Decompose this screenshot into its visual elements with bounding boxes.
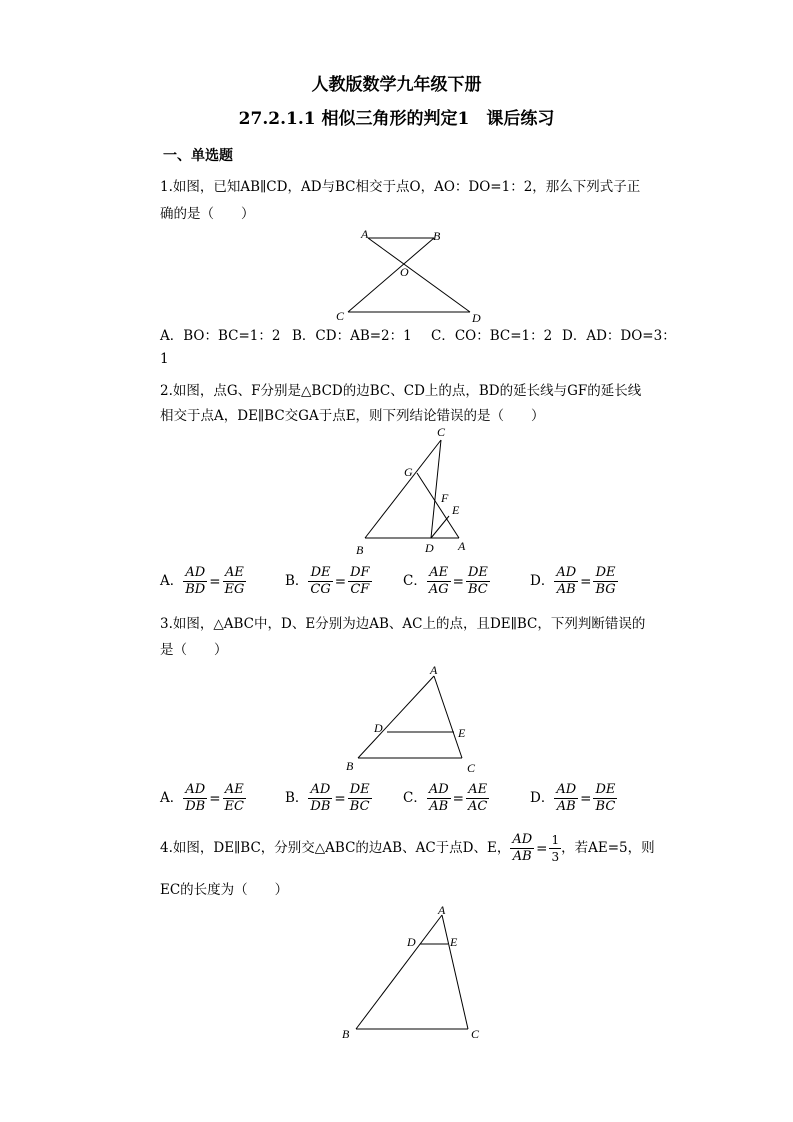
q2-label-e: E: [452, 503, 460, 517]
q1-option-d-wrap: 1: [160, 351, 169, 367]
q2-option-b: [285, 565, 372, 598]
fraction: $\frac{AE}{EC}$: [224, 782, 244, 814]
q4-label-b: B: [342, 1027, 350, 1041]
option-letter: B．: [285, 790, 309, 806]
section-heading: 一、单选题: [163, 148, 233, 164]
fraction: $\frac{AD}{DB}$: [310, 782, 331, 814]
q2-label-g: G: [404, 465, 413, 479]
q4-label-c: C: [471, 1027, 480, 1041]
equals-sign: =: [209, 573, 221, 590]
q3-segment-ab: [358, 676, 434, 758]
q2-label-f: F: [441, 491, 449, 505]
q3-option-c: [403, 782, 489, 815]
fraction: $\frac{AE}{AG}$: [428, 565, 449, 597]
page-subtitle: 27.2.1.1 相似三角形的判定1 课后练习: [238, 109, 555, 129]
option-letter: A．: [160, 573, 184, 589]
q4-text-line1: [160, 832, 655, 865]
q3-label-a: A: [430, 663, 438, 677]
q1-option-a: A．BO：BC=1：2: [160, 328, 281, 344]
q1-text-line2: 确的是（ ）: [160, 206, 255, 222]
equals-sign: =: [580, 573, 592, 590]
q2-label-c: C: [437, 425, 446, 439]
fraction: $\frac{DE}{BC}$: [349, 782, 370, 814]
q2-segment-cd: [431, 440, 441, 538]
q1-segment-bc: [348, 238, 434, 312]
q3-option-a: [160, 782, 246, 815]
q1-segment-ad: [368, 238, 470, 312]
q4-text-b: ，若AE=5，则: [561, 840, 655, 856]
q3-option-b: [285, 782, 372, 815]
fraction: $\frac{AD}{AB}$: [556, 565, 577, 597]
q1-label-b: B: [433, 229, 441, 243]
q3-label-c: C: [467, 761, 476, 775]
q1-label-c: C: [336, 309, 345, 323]
fraction: $\frac{DE}{BG}$: [595, 565, 616, 597]
q3-label-e: E: [458, 726, 466, 740]
option-letter: D．: [530, 573, 555, 589]
q2-segment-bc: [365, 440, 441, 538]
fraction: $\frac{DF}{CF}$: [350, 565, 370, 597]
q2-option-a: [160, 565, 246, 598]
fraction: $\frac{DE}{BC}$: [467, 565, 488, 597]
q1-text-line1: 1.如图，已知AB∥CD，AD与BC相交于点O，AO：DO=1：2，那么下列式子正: [160, 179, 641, 195]
fraction: $\frac{1}{3}$: [551, 833, 560, 864]
q2-label-d: D: [425, 541, 434, 555]
fraction: $\frac{AD}{AB}$: [512, 832, 533, 864]
q4-segment-ab: [356, 915, 442, 1029]
option-letter: D．: [530, 790, 555, 806]
q4-text-line2: EC的长度为（ ）: [160, 882, 289, 898]
q1-label-d: D: [472, 311, 481, 325]
option-letter: B．: [285, 573, 309, 589]
q2-figure: [345, 424, 485, 558]
q3-segment-ac: [434, 676, 462, 758]
equals-sign: =: [580, 790, 592, 807]
equals-sign: =: [209, 790, 221, 807]
option-letter: C．: [403, 573, 427, 589]
q4-text-a: 4.如图，DE∥BC，分别交△ABC的边AB、AC于点D、E，: [160, 840, 511, 856]
fraction: $\frac{DE}{CG}$: [310, 565, 331, 597]
q3-option-d: [530, 782, 617, 815]
q1-label-a: A: [361, 227, 369, 241]
q2-segment-de: [431, 516, 449, 538]
fraction: $\frac{AE}{AC}$: [467, 782, 488, 814]
q2-option-d: [530, 565, 618, 598]
q2-text-line2: 相交于点A，DE∥BC交GA于点E，则下列结论错误的是（ ）: [160, 408, 545, 424]
option-letter: A．: [160, 790, 184, 806]
page-title: 人教版数学九年级下册: [311, 75, 482, 95]
fraction: $\frac{AE}{EG}$: [224, 565, 245, 597]
equals-sign: =: [334, 790, 346, 807]
q1-figure: [330, 226, 500, 326]
equals-sign: =: [452, 790, 464, 807]
q4-figure: [330, 900, 490, 1046]
fraction: $\frac{AD}{AB}$: [556, 782, 577, 814]
q2-label-a: A: [458, 539, 466, 553]
q1-option-d: D．AD：DO=3：: [562, 328, 676, 344]
q3-text-line1: 3.如图，△ABC中，D、E分别为边AB、AC上的点，且DE∥BC，下列判断错误的: [160, 616, 646, 632]
equals-sign: =: [452, 573, 464, 590]
q4-segment-ac: [442, 915, 468, 1029]
q3-figure: [340, 662, 490, 776]
fraction: $\frac{AD}{DB}$: [185, 782, 206, 814]
q4-label-d: D: [407, 935, 416, 949]
q4-label-e: E: [450, 935, 458, 949]
q2-label-b: B: [356, 543, 364, 557]
q3-text-line2: 是（ ）: [160, 642, 228, 658]
option-letter: C．: [403, 790, 427, 806]
q3-label-b: B: [346, 759, 354, 773]
equals-sign: =: [334, 573, 347, 590]
q3-label-d: D: [374, 721, 383, 735]
q2-text-line1: 2.如图，点G、F分别是△BCD的边BC、CD上的点，BD的延长线与GF的延长线: [160, 383, 642, 399]
fraction: $\frac{DE}{BC}$: [595, 782, 616, 814]
q2-option-c: [403, 565, 490, 598]
fraction: $\frac{AD}{AB}$: [428, 782, 449, 814]
q4-label-a: A: [438, 903, 446, 917]
q1-label-o: O: [400, 265, 409, 279]
fraction: $\frac{AD}{BD}$: [185, 565, 206, 597]
q1-option-c: C．CO：BC=1：2: [431, 328, 553, 344]
q1-option-b: B．CD：AB=2：1: [292, 328, 412, 344]
equals-sign: =: [536, 840, 548, 857]
